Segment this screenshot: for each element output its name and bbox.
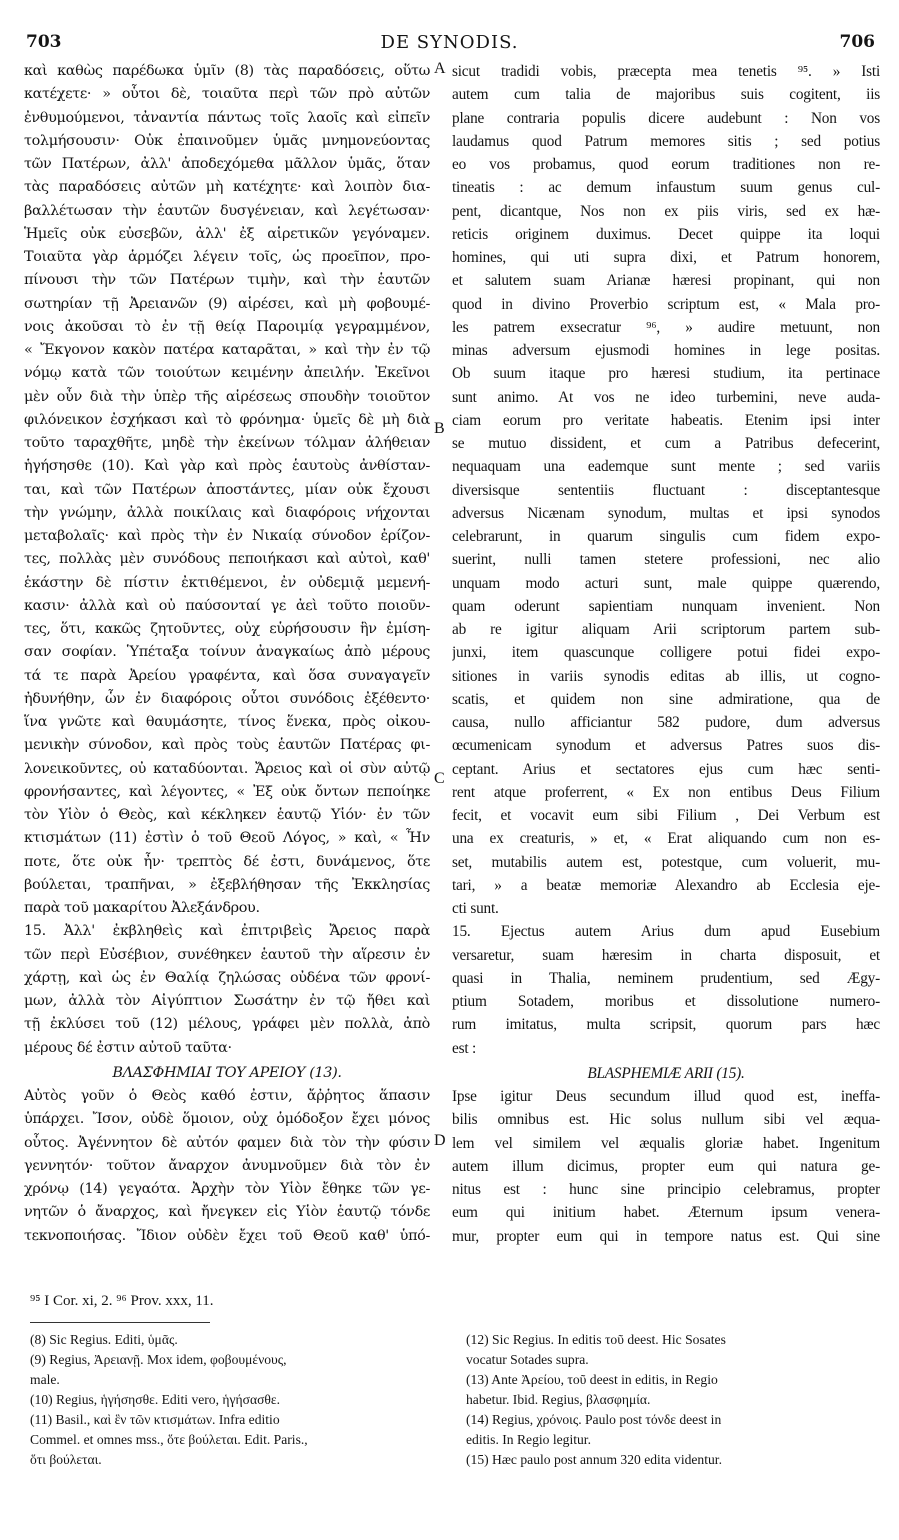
greek-text-line: τεκνοποιήσας. Ἴδιον οὐδὲν ἔχει τοῦ Θεοῦ καθ' ὑπό- [24, 1227, 430, 1244]
greek-text-line: βούλεται, τραπῆναι, » ἐξεβλήθησαν τῆς Ἐκκλησίας [24, 876, 430, 893]
greek-text-line: νοις ἀκοῦσαι τὸ ἐν τῇ θείᾳ Παροιμίᾳ γεγραμμένον, [24, 318, 430, 335]
footnote-line: ὅτι βούλεται. [30, 1452, 102, 1467]
latin-text-line: fecit, et vocavit eum sibi Filium , Dei Verbum est [452, 807, 880, 824]
greek-text-line: γεννητόν· τοῦτον ἄναρχον ἀνυμνοῦμεν διὰ τὸν ἐν [24, 1157, 430, 1174]
greek-text-line: τὰς παραδόσεις αὐτῶν μὴ κατέχητε· καὶ λοιπὸν δια- [24, 179, 430, 196]
greek-text-line: ΒΛΑΣΦΗΜΙΑΙ ΤΟΥ ΑΡΕΙΟΥ (13). [112, 1064, 342, 1081]
latin-text-line: BLASPHEMIÆ ARII (15). [587, 1064, 745, 1082]
latin-text-line: sicut tradidi vobis, præcepta mea tenetis ⁹⁵. » Isti [452, 63, 880, 80]
latin-text-line: rum imitatus, multa scripsit, quorum pars hæc [452, 1016, 880, 1034]
latin-text-line: celebrarunt, in quarum singulis cum fidem expo- [452, 528, 880, 545]
latin-text-line: ab re igitur aliquam Arii scriptorum partem sub- [452, 621, 880, 638]
latin-text-line: tari, » a beatæ memoriæ Alexandro ab Ecclesia eje- [452, 876, 880, 894]
greek-text-line: τὴν γνώμην, ἀλλὰ ποικίλαις καὶ διαφόροις νήχονται [24, 504, 430, 521]
latin-text-line: ceptant. Arius et sectatores ejus cum hæc senti- [452, 760, 880, 778]
latin-text-line: causa, nullo afficiantur 582 pudore, dum adversus [452, 714, 880, 731]
latin-text-line: autem cum talia de majoribus suis cogitent, iis [452, 86, 880, 104]
footnote-line: habetur. Ibid. Regius, βλασφημία. [466, 1392, 651, 1407]
latin-text-line: scatis, et quidem non sine admiratione, qua de [452, 690, 880, 708]
greek-text-line: τῶν περὶ Εὐσέβιον, συνέθηκεν ἑαυτοῦ τὴν αἵρεσιν ἐν [24, 946, 430, 963]
page-number-left: 703 [26, 32, 62, 52]
footnote-line: (11) Basil., καὶ ἓν τῶν κτισμάτων. Infra editio [30, 1412, 280, 1427]
greek-text-line: σωτηρίαν τῇ Ἀρειανῶν (9) αἱρέσει, καὶ μὴ φοβουμέ- [24, 295, 430, 312]
latin-text-line: suerint, nulli tamen stetere professioni, nec alio [452, 551, 880, 569]
greek-text-line: μὲν οὖν διὰ τὴν ὑπὲρ τῆς αἱρέσεως σπουδὴν τοιοῦτον [24, 388, 430, 405]
latin-text-line: unquam modo acturi sunt, male quippe quærendo, [452, 574, 880, 592]
footnote-divider [30, 1322, 210, 1323]
margin-letter-a: A [434, 60, 446, 77]
latin-text-line: eo vos probamus, quod eorum traditiones non re- [452, 156, 880, 173]
greek-text-line: κασιν· ἀλλὰ καὶ οὐ παύσονταί γε ἀεὶ τοῦτο ποιοῦν- [24, 597, 430, 614]
page-number-right: 706 [839, 32, 875, 52]
greek-text-line: πίνουσι τὴν τῶν Πατέρων τιμὴν, καὶ τὴν ἑαυτῶν [24, 272, 430, 289]
margin-letter-d: D [434, 1132, 446, 1149]
latin-text-line: quam oderunt sapientiam nunquam invenient. Non [452, 597, 880, 615]
footnote-line: editis. In Regio legitur. [466, 1432, 591, 1447]
latin-text-line: lem vel similem vel æqualis gloriæ habet. Ingenitum [452, 1134, 880, 1152]
greek-text-line: μενικὴν σύνοδον, καὶ πρὸς τοὺς ἑαυτῶν Πατέρας φι- [24, 737, 430, 754]
latin-text-line: junxi, item quascunque colligere potui fidei expo- [452, 644, 880, 662]
greek-text-line: « Ἔκγονον κακὸν πατέρα καταρᾶται, » καὶ τὴν ἐν τῷ [24, 342, 430, 358]
latin-text-line: nitus est : hunc sine principio celebramus, propter [452, 1181, 880, 1198]
greek-text-line: ἑκάστην δὲ πίστιν ἐκτιθέμενοι, ἐν οὐδεμιᾷ μεμενή- [24, 574, 430, 591]
greek-text-line: βαλλέτωσαν τὴν ἑαυτῶν δυσγένειαν, καὶ λεγέτωσαν· [24, 202, 430, 219]
latin-text-line: quod in divino Proverbio scriptum est, « Mala pro- [452, 295, 880, 313]
greek-text-line: φιλόνεικον ἐσχήκασι καὶ τὸ φρόνημα· ὑμεῖς δὲ μὴ διὰ [24, 411, 430, 428]
greek-text-line: κτισμάτων (11) ἐστὶν ὁ τοῦ Θεοῦ Λόγος, » καὶ, « Ἦν [24, 830, 430, 847]
latin-text-line: quasi in Thalia, neminem prudentium, sed Ægy- [452, 969, 880, 987]
latin-text-line: autem illum dicimus, propter eum qui natura ge- [452, 1157, 880, 1175]
latin-text-line: bilis omnibus est. Hic solus nullum sibi vel æqua- [452, 1111, 880, 1129]
latin-text-line: rent atque proferrent, « Ex non entibus Deus Filium [452, 783, 880, 801]
greek-text-line: λονεικοῦντες, οὐ καταδύονται. Ἄρειος καὶ οἱ σὺν αὐτῷ [24, 760, 430, 777]
footnote-line: (8) Sic Regius. Editi, ὑμᾶς. [30, 1332, 178, 1347]
greek-text-line: νόμῳ κατὰ τῶν τοιούτων κειμένην ἀπειλήν. Ἐκεῖνοι [24, 365, 430, 382]
latin-text-line: œcumenicam synodum et adversus Patres suos dis- [452, 737, 880, 755]
greek-text-line: ἠδυνήθην, ὧν ἐν διαφόροις οὗτοι συνόδοις ἐξέθεντο· [24, 690, 430, 707]
greek-text-line: μέρους δέ ἐστιν αὐτοῦ ταῦτα· [24, 1039, 232, 1056]
footnote-line: (12) Sic Regius. In editis τοῦ deest. Hic Sosates [466, 1332, 726, 1347]
greek-text-line: τολμήσουσιν· Οὐκ ἐπαινοῦμεν ὑμᾶς μνημονεύοντας [24, 132, 430, 149]
running-header [0, 18, 899, 58]
greek-text-line: ἐνθυμούμενοι, τἀναντία πάντως τοῖς λαοῖς καὶ εἰπεῖν [24, 109, 430, 126]
latin-text-line: minas adversum ejusmodi homines in lege positas. [452, 342, 880, 359]
greek-text-line: καὶ καθὼς παρέδωκα ὑμῖν (8) τὰς παραδόσεις, οὕτω [24, 63, 430, 79]
footnote-line: (15) Hæc paulo post annum 320 edita videntur. [466, 1452, 722, 1467]
greek-text-line: τοῦτο ταραχθῆτε, μηδὲ τὴν ἐκείνων τόλμαν ἀλήθειαν [24, 435, 430, 451]
latin-text-line: nequaquam una eademque sunt mente ; sed variis [452, 458, 880, 476]
greek-text-line: μων, ἀλλὰ τὸν Αἰγύπτιον Σωσάτην ἐν τῷ ἤθει καὶ [24, 993, 430, 1009]
greek-text-line: ποτε, ὅτε οὐκ ἦν· τρεπτὸς δέ ἐστι, δυνάμενος, ὅτε [24, 853, 430, 870]
running-title: DE SYNODIS. [380, 32, 519, 53]
latin-text-column [452, 60, 880, 1248]
footnote-line: (13) Ante Ἀρείου, τοῦ deest in editis, in Regio [466, 1372, 718, 1387]
greek-text-line: χρόνῳ (14) γεγαότα. Ἀρχὴν τὸν Υἱὸν ἔθηκε τῶν γε- [24, 1181, 430, 1197]
latin-text-line: sunt animo. At vos ne ideo turbemini, neve auda- [452, 388, 880, 406]
margin-letter-b: B [434, 420, 445, 437]
greek-text-line: παρὰ τοῦ μακαρίτου Ἀλεξάνδρου. [24, 900, 260, 916]
greek-text-line: οὗτος. Ἀγέννητον δὲ αὐτόν φαμεν διὰ τὸν τὴν φύσιν [24, 1134, 430, 1151]
greek-text-line: ἵνα γνῶτε καὶ θαυμάσητε, τίνος ἕνεκα, πρὸς οἰκου- [24, 714, 430, 730]
latin-text-line: se mutuo dissident, et cum a Patribus defecerint, [452, 435, 880, 452]
greek-text-line: φρονήσαντες, καὶ λέγοντες, « Ἐξ οὐκ ὄντων πεποίηκε [24, 783, 430, 800]
greek-text-line: ὑπάρχει. Ἴσον, οὐδὲ ὅμοιον, οὐχ ὁμόδοξον ἔχει μόνος [24, 1111, 430, 1128]
footnote-line: (14) Regius, χρόνοις. Paulo post τόνδε deest in [466, 1412, 722, 1427]
latin-text-line: pent, dicantque, Nos non ex piis viris, sed ex hæ- [452, 202, 880, 220]
latin-text-line: Ipse igitur Deus secundum illud quod est, ineffa- [452, 1088, 880, 1105]
greek-text-line: σαν σοφίαν. Ὑπέταξα τοίνυν ἀναγκαίως ἀπὸ μέρους [24, 644, 430, 661]
greek-text-line: τες, πολλὰς μὲν συνόδους πεποιήκασι καὶ αὐτοὶ, καθ' [24, 551, 430, 568]
footnote-line: (10) Regius, ἡγήσησθε. Editi vero, ἡγήσασθε. [30, 1392, 281, 1407]
latin-text-line: ptium Sotadem, moribus et dissolutione numero- [452, 993, 880, 1010]
footnote-line: Commel. et omnes mss., ὅτε βούλεται. Edit. Paris., [30, 1432, 308, 1447]
latin-text-line: eum qui initium habet. Æternum ipsum venera- [452, 1204, 880, 1222]
latin-text-line: versaretur, suam hæresim in charta disposuit, et [452, 946, 880, 964]
greek-text-line: μεταβολαῖς· καὶ πρὸς τὴν ἐν Νικαίᾳ σύνοδον ἐρίζον- [24, 528, 430, 544]
greek-text-column [24, 60, 430, 1248]
latin-text-line: tineatis : ac demum infaustum suum genus cul- [452, 179, 880, 197]
greek-text-line: τῇ ἐκλύσει τοῦ (12) μέλους, γράφει μὲν πολλὰ, ἀπὸ [24, 1016, 430, 1033]
greek-text-line: χάρτῃ, καὶ ὡς ἐν Θαλίᾳ ζηλώσας οὐδένα τῶν φρονί- [24, 969, 430, 986]
latin-text-line: laudamus quod Patrum memores sitis ; sed potius [452, 132, 880, 150]
greek-text-line: ται, καὶ τῶν Πατέρων ἀποστάντες, μίαν οὐκ ἔχουσι [24, 481, 430, 498]
greek-text-line: τά τε παρὰ Ἀρείου γραφέντα, καὶ ὅσα συναγαγεῖν [24, 667, 430, 684]
latin-text-line: ciam eorum pro veritate habeatis. Etenim ipsi inter [452, 411, 880, 429]
greek-text-line: νητῶν ὁ ἄναρχος, καὶ ἤνεγκεν εἰς Υἱὸν ἑαυτῷ τόνδε [24, 1204, 430, 1221]
latin-text-line: plane contraria populis dicere audebunt : Non vos [452, 109, 880, 127]
scripture-references: ⁹⁵ I Cor. xi, 2. ⁹⁶ Prov. xxx, 11. [30, 1293, 214, 1309]
latin-text-line: reticis originem duximus. Decet quippe ita loqui [452, 225, 880, 243]
greek-text-line: τῶν Πατέρων, ἀλλ' ἀποδεχόμεθα μᾶλλον ὑμᾶς, ὅταν [24, 156, 430, 172]
latin-text-line: adversus Nicænam synodum, multas et ipsi synodos [452, 504, 880, 522]
latin-text-line: mur, propter eum qui in tempore natus est. Qui sine [452, 1227, 880, 1245]
latin-text-line: Ob suum itaque pro hæresi studium, ita pertinace [452, 365, 880, 383]
latin-text-line: una ex creaturis, » et, « Erat aliquando cum non es- [452, 830, 880, 848]
latin-text-line: sitiones in variis synodis editas ab illis, ut cogno- [452, 667, 880, 685]
greek-text-line: τὸν Υἱὸν ὁ Θεὸς, καὶ κέκληκεν ἑαυτῷ Υἱόν· ἐν τῶν [24, 807, 430, 823]
greek-text-line: 15. Ἀλλ' ἐκβληθεὶς καὶ ἐπιτριβεὶς Ἄρειος παρὰ [24, 923, 430, 940]
latin-text-line: et salutem suam Arianæ hæresi propinant, qui non [452, 272, 880, 290]
footnotes-left [30, 1330, 436, 1470]
latin-text-line: les patrem exsecratur ⁹⁶, » audire metuunt, non [452, 318, 880, 336]
margin-letter-c: C [434, 770, 445, 787]
footnotes-right [466, 1330, 884, 1470]
footnote-line: male. [30, 1372, 60, 1387]
greek-text-line: Αὐτὸς γοῦν ὁ Θεὸς καθό ἐστιν, ἄῤῥητος ἅπασιν [24, 1088, 430, 1104]
greek-text-line: ἡγήσησθε (10). Καὶ γὰρ καὶ πρὸς ἑαυτοὺς ἀνθίσταν- [24, 458, 430, 475]
greek-text-line: κατέχετε· » οὗτοι δὲ, τοιαῦτα περὶ τῶν πρὸ αὐτῶν [24, 86, 430, 103]
greek-text-line: Τοιαῦτα γὰρ ἁρμόζει λέγειν τοῖς, ὡς προεῖπον, προ- [24, 249, 430, 265]
latin-text-line: set, mutabilis autem est, potestque, cum voluerit, mu- [452, 853, 880, 871]
footnote-line: (9) Regius, Ἀρειανῇ. Mox idem, φοβουμένους, [30, 1352, 287, 1367]
footnote-line: vocatur Sotades supra. [466, 1352, 589, 1367]
latin-text-line: homines, qui uti supra dixi, et Patrum honorem, [452, 249, 880, 266]
greek-text-line: Ἡμεῖς οὐκ εὐσεβῶν, ἀλλ' ἐξ αἱρετικῶν γεγόναμεν. [24, 225, 430, 242]
latin-text-line: 15. Ejectus autem Arius dum apud Eusebium [452, 923, 880, 941]
latin-text-line: est : [452, 1039, 477, 1057]
greek-text-line: τες, ὅτι, κακῶς ζητοῦντες, οὐχ εὑρήσουσιν ἣν ἐμίση- [24, 621, 430, 637]
latin-text-line: diversisque sententiis fluctuant : disceptantesque [452, 481, 880, 499]
latin-text-line: cti sunt. [452, 900, 499, 917]
